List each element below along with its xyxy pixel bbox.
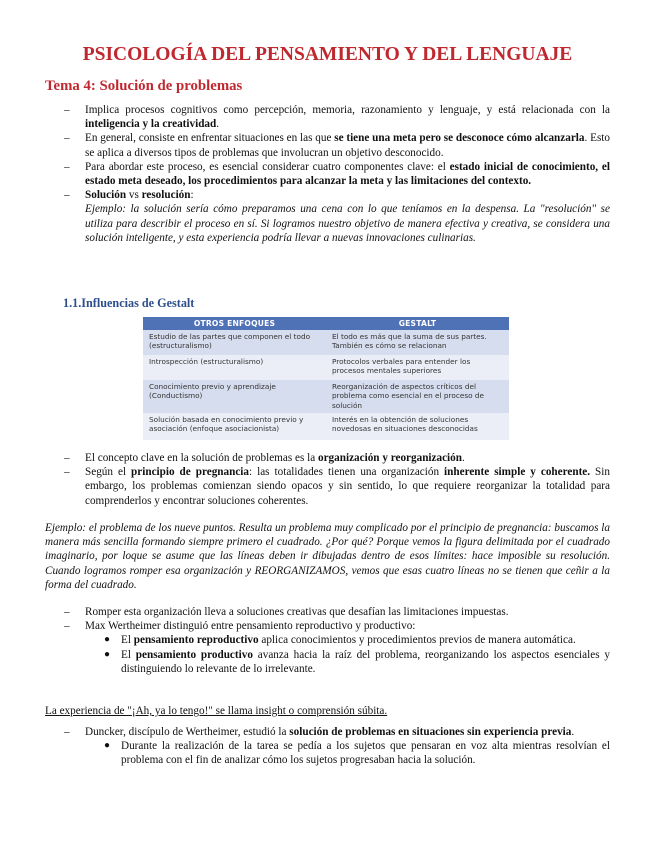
list-item: – Según el principio de pregnancia: las totalidades tienen una organización inherente simple y coherente. Sin embargo, los problemas comienzan siendo opacos y sin sentido, lo que requiere reorganizar la totalidad para comprenderlos y encontrar soluciones coherentes. xyxy=(64,466,610,507)
table-cell: Solución basada en conocimiento previo y asociación (enfoque asociacionista) xyxy=(143,413,326,440)
dash-bullet: – xyxy=(64,189,70,202)
table-row xyxy=(143,413,509,440)
dash-bullet: – xyxy=(64,452,70,464)
document-title: PSICOLOGÍA DEL PENSAMIENTO Y DEL LENGUAJE xyxy=(82,44,573,65)
table-cell: Conocimiento previo y aprendizaje (Conductismo) xyxy=(143,380,326,413)
dash-bullet: – xyxy=(64,132,70,145)
insight-note: La experiencia de "¡Ah, ya lo tengo!" se llama insight o comprensión súbita. xyxy=(45,705,388,717)
list-item: – Para abordar este proceso, es esencial considerar cuatro componentes clave: el estado inicial de conocimiento, el estado meta deseado, los procedimientos para alcanzar la meta y las limitaciones del contexto. xyxy=(64,160,610,188)
sub-list-item: ● El pensamiento reproductivo aplica conocimientos y procedimientos previos de manera automática. xyxy=(104,634,576,647)
table-cell: El todo es más que la suma de sus partes. También es cómo se relacionan xyxy=(326,330,509,355)
list-item: – Romper esta organización lleva a soluciones creativas que desafían las limitaciones impuestas. xyxy=(64,606,509,618)
example-paragraph: Ejemplo: el problema de los nueve puntos. Resulta un problema muy complicado por el principio de pregnancia: buscamos la manera más sencilla formando siempre primero el cuadrado. ¿Por qué? Porque vemos la figura delimitada por el cuadrado imaginario, por loque se asume que las líneas deben ir dibujadas dentro de esos límites: hace imposible su resolución. Cuando logramos romper esa organización y REORGANIZAMOS, vemos que esas cuatro líneas no se tienen que ceñir a la forma del cuadrado. xyxy=(45,522,610,591)
topic-heading: Tema 4: Solución de problemas xyxy=(45,78,243,94)
gestalt-list xyxy=(64,451,610,508)
section-heading: 1.1.Influencias de Gestalt xyxy=(63,296,195,310)
wertheimer-list xyxy=(64,605,610,676)
table-cell: Estudio de las partes que componen el todo (estructuralismo) xyxy=(143,330,326,355)
intro-list xyxy=(64,103,610,245)
comparison-table xyxy=(143,317,509,440)
dot-bullet: ● xyxy=(104,634,111,646)
sub-list-item: ● El pensamiento productivo avanza hacia la raíz del problema, reorganizando los aspectos esenciales y distinguiendo lo relevante de lo irrelevante. xyxy=(104,648,610,675)
dot-bullet: ● xyxy=(104,648,111,660)
sub-list xyxy=(64,739,610,767)
list-item: – Duncker, discípulo de Wertheimer, estudió la solución de problemas en situaciones sin experiencia previa. xyxy=(64,726,575,738)
dash-bullet: – xyxy=(64,606,70,618)
table-row xyxy=(143,355,509,380)
list-item: – Max Wertheimer distinguió entre pensamiento reproductivo y productivo: xyxy=(64,620,416,633)
table-cell: Reorganización de aspectos críticos del problema como esencial en el proceso de solución xyxy=(326,380,509,413)
dash-bullet: – xyxy=(64,104,70,116)
list-item: – En general, consiste en enfrentar situaciones en las que se tiene una meta pero se desconoce cómo alcanzarla. Esto se aplica a diversos tipos de problemas que involucran un objetivo desconocido. xyxy=(64,132,611,159)
dash-bullet: – xyxy=(64,726,70,738)
dash-bullet: – xyxy=(64,160,70,173)
table-header: OTROS ENFOQUES xyxy=(143,317,326,330)
table-cell: Introspección (estructuralismo) xyxy=(143,355,326,380)
table-cell: Protocolos verbales para entender los procesos mentales superiores xyxy=(326,355,509,380)
duncker-list xyxy=(64,725,610,768)
example-text: Ejemplo: la solución sería cómo preparamos una cena con lo que teníamos en la despensa. La "resolución" se utiliza para describir el proceso en sí. Si logramos nuestro objetivo de manera efectiva y creativa, se considera una solución inteligente, y esta experiencia podría llevar a nuevas innovaciones culinarias. xyxy=(85,203,610,244)
list-item: – Implica procesos cognitivos como percepción, memoria, razonamiento y lenguaje, y está relacionada con la inteligencia y la creatividad. xyxy=(64,104,610,131)
dot-bullet: ● xyxy=(104,740,111,752)
table-cell: Interés en la obtención de soluciones novedosas en situaciones desconocidas xyxy=(326,413,509,440)
list-item: – El concepto clave en la solución de problemas es la organización y reorganización. xyxy=(64,452,465,464)
dash-bullet: – xyxy=(64,620,70,633)
dash-bullet: – xyxy=(64,466,70,479)
list-item: – Solución vs resolución: Ejemplo: la solución sería cómo preparamos una cena con lo que teníamos en la despensa. La "resolución" se utiliza para describir el proceso en sí. Si logramos nuestro objetivo de manera efectiva y creativa, se considera una solución inteligente, y esta experiencia podría llevar a nuevas innovaciones culinarias. xyxy=(64,189,610,244)
sub-list-item: ● Durante la realización de la tarea se pedía a los sujetos que pensaran en voz alta mientras resolvían el problema con el fin de analizar cómo los sujetos progresaban hacia la solución. xyxy=(104,740,610,767)
sub-list xyxy=(64,633,610,676)
table-header: GESTALT xyxy=(326,317,509,330)
table-row xyxy=(143,380,509,413)
table-row xyxy=(143,330,509,355)
table-header-row xyxy=(143,317,509,330)
